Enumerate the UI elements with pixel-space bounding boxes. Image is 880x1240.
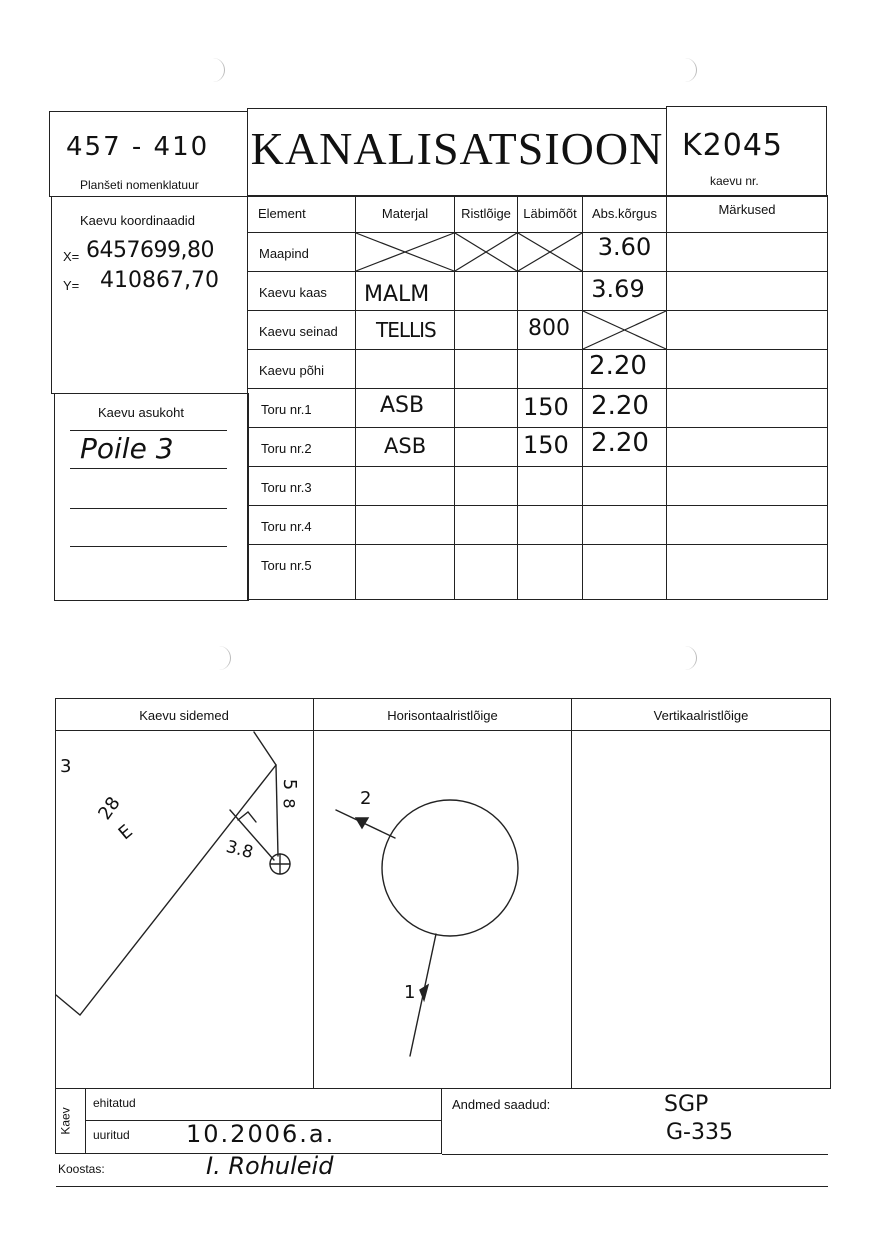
vertikaal-label: Vertikaalristlõige bbox=[653, 708, 749, 723]
cell-labimoot: 150 bbox=[523, 393, 569, 421]
kaev-label: Kaev bbox=[58, 1107, 73, 1135]
x-prefix: X= bbox=[63, 249, 80, 264]
row-label: Kaevu kaas bbox=[259, 285, 327, 300]
sidemed-note: 3 bbox=[60, 756, 72, 777]
uuritud-value: 10.2006.a. bbox=[186, 1120, 336, 1148]
koostas-signature: I. Rohuleid bbox=[206, 1152, 334, 1180]
col-labimoot: Läbimõõt bbox=[523, 206, 577, 221]
sidemed-note: 28 bbox=[94, 793, 125, 824]
col-ristloige: Ristlõige bbox=[461, 206, 511, 221]
coordinates-label: Kaevu koordinaadid bbox=[80, 213, 195, 228]
cell-materjal: MALM bbox=[364, 282, 430, 307]
nomenclature-value: 457 - 410 bbox=[66, 132, 210, 162]
row-label: Toru nr.1 bbox=[261, 402, 312, 417]
cell-materjal: ASB bbox=[380, 393, 425, 418]
horisontaal-note: 1 bbox=[404, 982, 416, 1003]
cell-abs: 3.69 bbox=[591, 275, 645, 303]
cell-labimoot: 150 bbox=[523, 431, 569, 459]
row-label: Kaevu põhi bbox=[259, 363, 325, 378]
row-label: Toru nr.2 bbox=[261, 441, 312, 456]
cell-abs: 2.20 bbox=[589, 351, 647, 381]
sidemed-label: Kaevu sidemed bbox=[139, 708, 229, 723]
cell-materjal: TELLIS bbox=[376, 318, 436, 342]
nomenclature-label: Planšeti nomenklatuur bbox=[80, 178, 199, 192]
sidemed-note: E bbox=[114, 820, 137, 845]
col-markused: Märkused bbox=[718, 202, 776, 217]
koostas-label: Koostas: bbox=[58, 1162, 105, 1176]
sidemed-note: 5 bbox=[279, 778, 301, 791]
sidemed-note: 3.8 bbox=[223, 836, 256, 864]
cell-abs: 2.20 bbox=[591, 391, 649, 421]
horisontaal-label: Horisontaalristlõige bbox=[387, 708, 498, 723]
col-element: Element bbox=[258, 206, 306, 221]
y-prefix: Y= bbox=[63, 278, 80, 293]
row-label: Toru nr.4 bbox=[261, 519, 312, 534]
cell-abs: 3.60 bbox=[597, 233, 652, 261]
well-number-label: kaevu nr. bbox=[710, 174, 759, 188]
form-title: KANALISATSIOON bbox=[250, 123, 664, 174]
row-label: Toru nr.3 bbox=[261, 480, 312, 495]
row-label: Toru nr.5 bbox=[261, 558, 312, 573]
cell-labimoot: 800 bbox=[528, 316, 570, 341]
andmed-line2: G-335 bbox=[666, 1120, 733, 1145]
sidemed-note: 8 bbox=[279, 798, 299, 809]
andmed-line1: SGP bbox=[664, 1092, 709, 1117]
cell-abs: 2.20 bbox=[591, 428, 649, 458]
col-abs-korgus: Abs.kõrgus bbox=[591, 206, 658, 221]
horisontaal-note: 2 bbox=[360, 788, 372, 809]
cell-materjal: ASB bbox=[384, 434, 427, 458]
y-coordinate-value: 410867,70 bbox=[100, 268, 219, 293]
col-materjal: Materjal bbox=[381, 206, 429, 221]
row-label: Kaevu seinad bbox=[259, 324, 338, 339]
x-coordinate-value: 6457699,80 bbox=[86, 238, 214, 263]
ehitatud-label: ehitatud bbox=[93, 1096, 136, 1110]
uuritud-label: uuritud bbox=[93, 1128, 130, 1142]
location-label: Kaevu asukoht bbox=[98, 405, 185, 420]
row-label: Maapind bbox=[259, 246, 309, 261]
andmed-label: Andmed saadud: bbox=[452, 1097, 551, 1112]
location-value: Poile 3 bbox=[80, 432, 174, 465]
well-number-value: K2045 bbox=[682, 128, 784, 163]
